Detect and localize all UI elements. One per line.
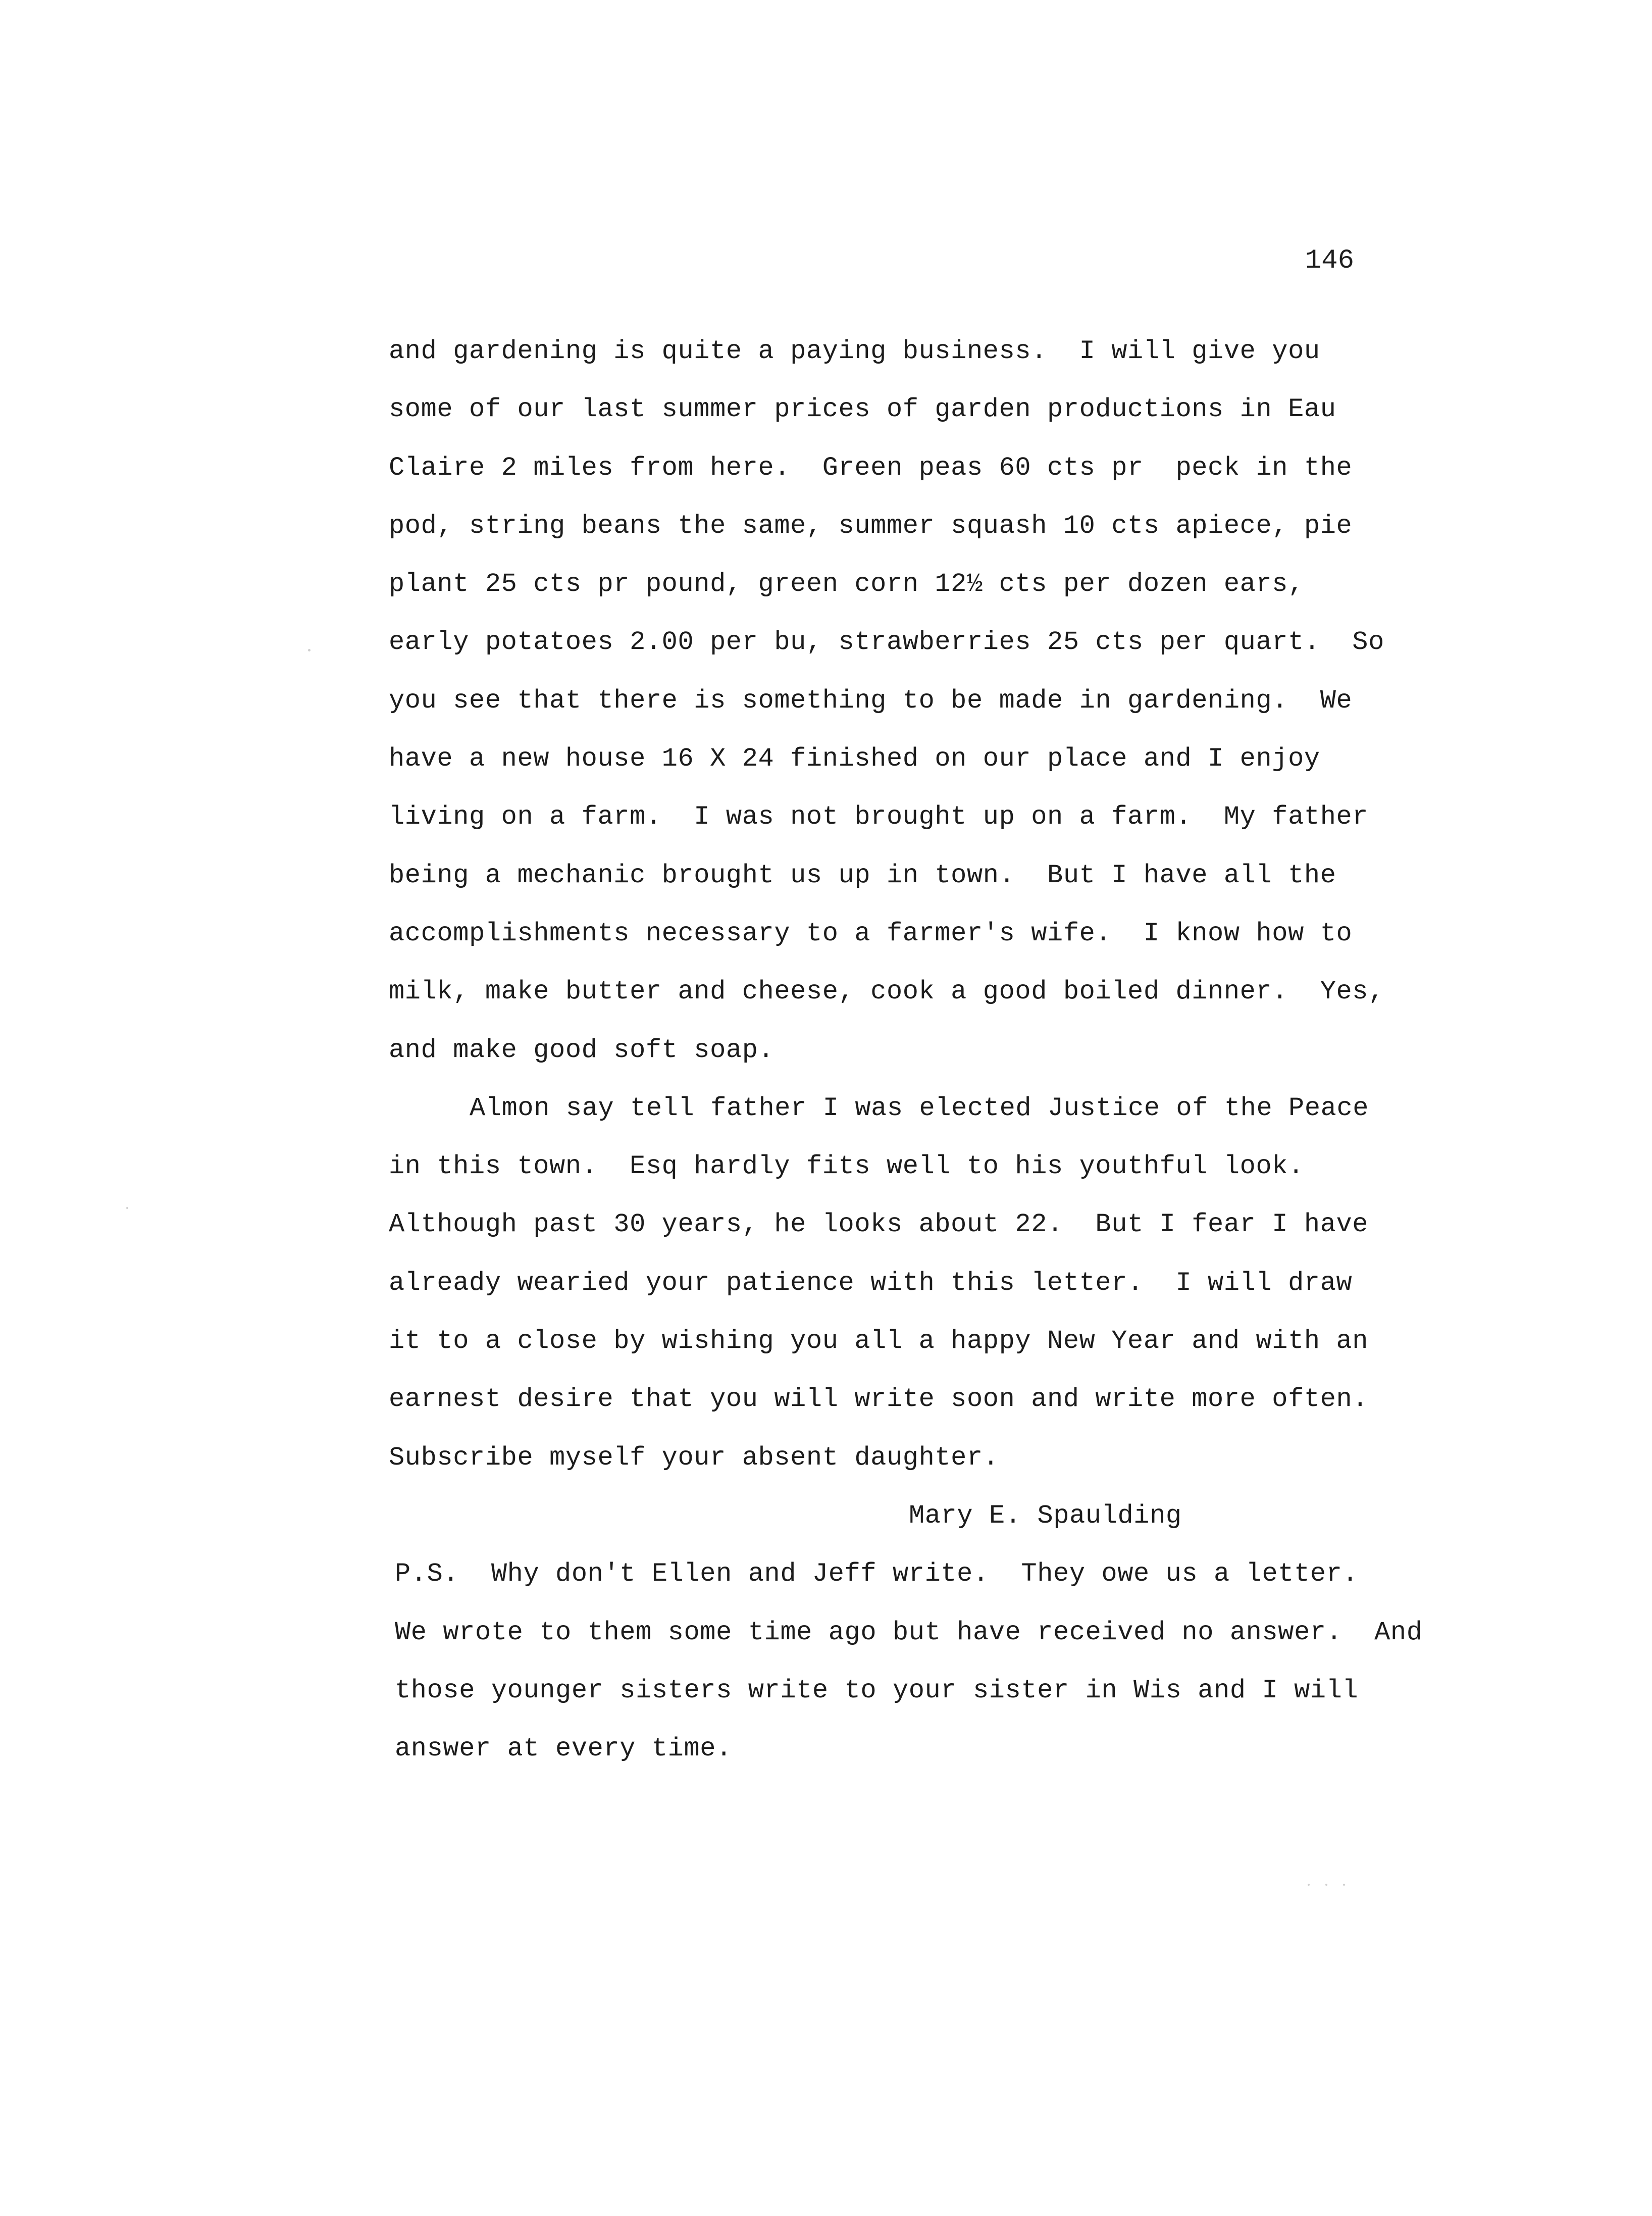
text-line: Claire 2 miles from here. Green peas 60 cts pr peck in the: [389, 452, 1353, 483]
text-line: it to a close by wishing you all a happy New Year and with an: [389, 1326, 1369, 1356]
text-line: Although past 30 years, he looks about 22. But I fear I have: [389, 1210, 1369, 1240]
text-line: accomplishments necessary to a farmer's wife. I know how to: [389, 918, 1353, 948]
text-line: and make good soft soap.: [389, 1035, 775, 1065]
text-line: We wrote to them some time ago but have received no answer. And: [395, 1617, 1423, 1647]
text-line: pod, string beans the same, summer squash 10 cts apiece, pie: [389, 511, 1353, 541]
text-line: milk, make butter and cheese, cook a good boiled dinner. Yes,: [389, 977, 1384, 1007]
text-line: some of our last summer prices of garden productions in Eau: [389, 394, 1336, 425]
page-number: 146: [1305, 245, 1354, 276]
scan-speck: [1308, 1884, 1310, 1886]
signature: Mary E. Spaulding: [909, 1500, 1182, 1531]
postscript: [389, 1559, 1423, 1792]
scan-speck: [308, 649, 311, 651]
text-line: and gardening is quite a paying business. I will give you: [389, 336, 1320, 366]
paragraph: [389, 336, 1419, 1093]
text-line: early potatoes 2.00 per bu, strawberries 25 cts per quart. So: [389, 627, 1384, 658]
scan-speck: [1343, 1884, 1345, 1886]
paragraph: [389, 1093, 1419, 1501]
text-line: Almon say tell father I was elected Justice of the Peace: [470, 1093, 1369, 1123]
text-line: in this town. Esq hardly fits well to his youthful look.: [389, 1151, 1304, 1182]
scan-speck: [126, 1207, 128, 1209]
scan-speck: [1325, 1884, 1327, 1886]
text-line: P.S. Why don't Ellen and Jeff write. They owe us a letter.: [395, 1559, 1359, 1589]
text-line: have a new house 16 X 24 finished on our place and I enjoy: [389, 744, 1320, 774]
text-line: Subscribe myself your absent daughter.: [389, 1442, 999, 1473]
text-line: being a mechanic brought us up in town. But I have all the: [389, 860, 1336, 890]
text-line: already wearied your patience with this letter. I will draw: [389, 1268, 1353, 1298]
text-line: you see that there is something to be made in gardening. We: [389, 685, 1353, 716]
text-line: plant 25 cts pr pound, green corn 12½ cts per dozen ears,: [389, 569, 1304, 599]
text-line: answer at every time.: [395, 1734, 732, 1764]
letter-body: [389, 336, 1423, 1792]
text-line: living on a farm. I was not brought up on a farm. My father: [389, 802, 1369, 832]
text-line: those younger sisters write to your sister in Wis and I will: [395, 1675, 1359, 1705]
text-line: earnest desire that you will write soon and write more often.: [389, 1384, 1369, 1415]
